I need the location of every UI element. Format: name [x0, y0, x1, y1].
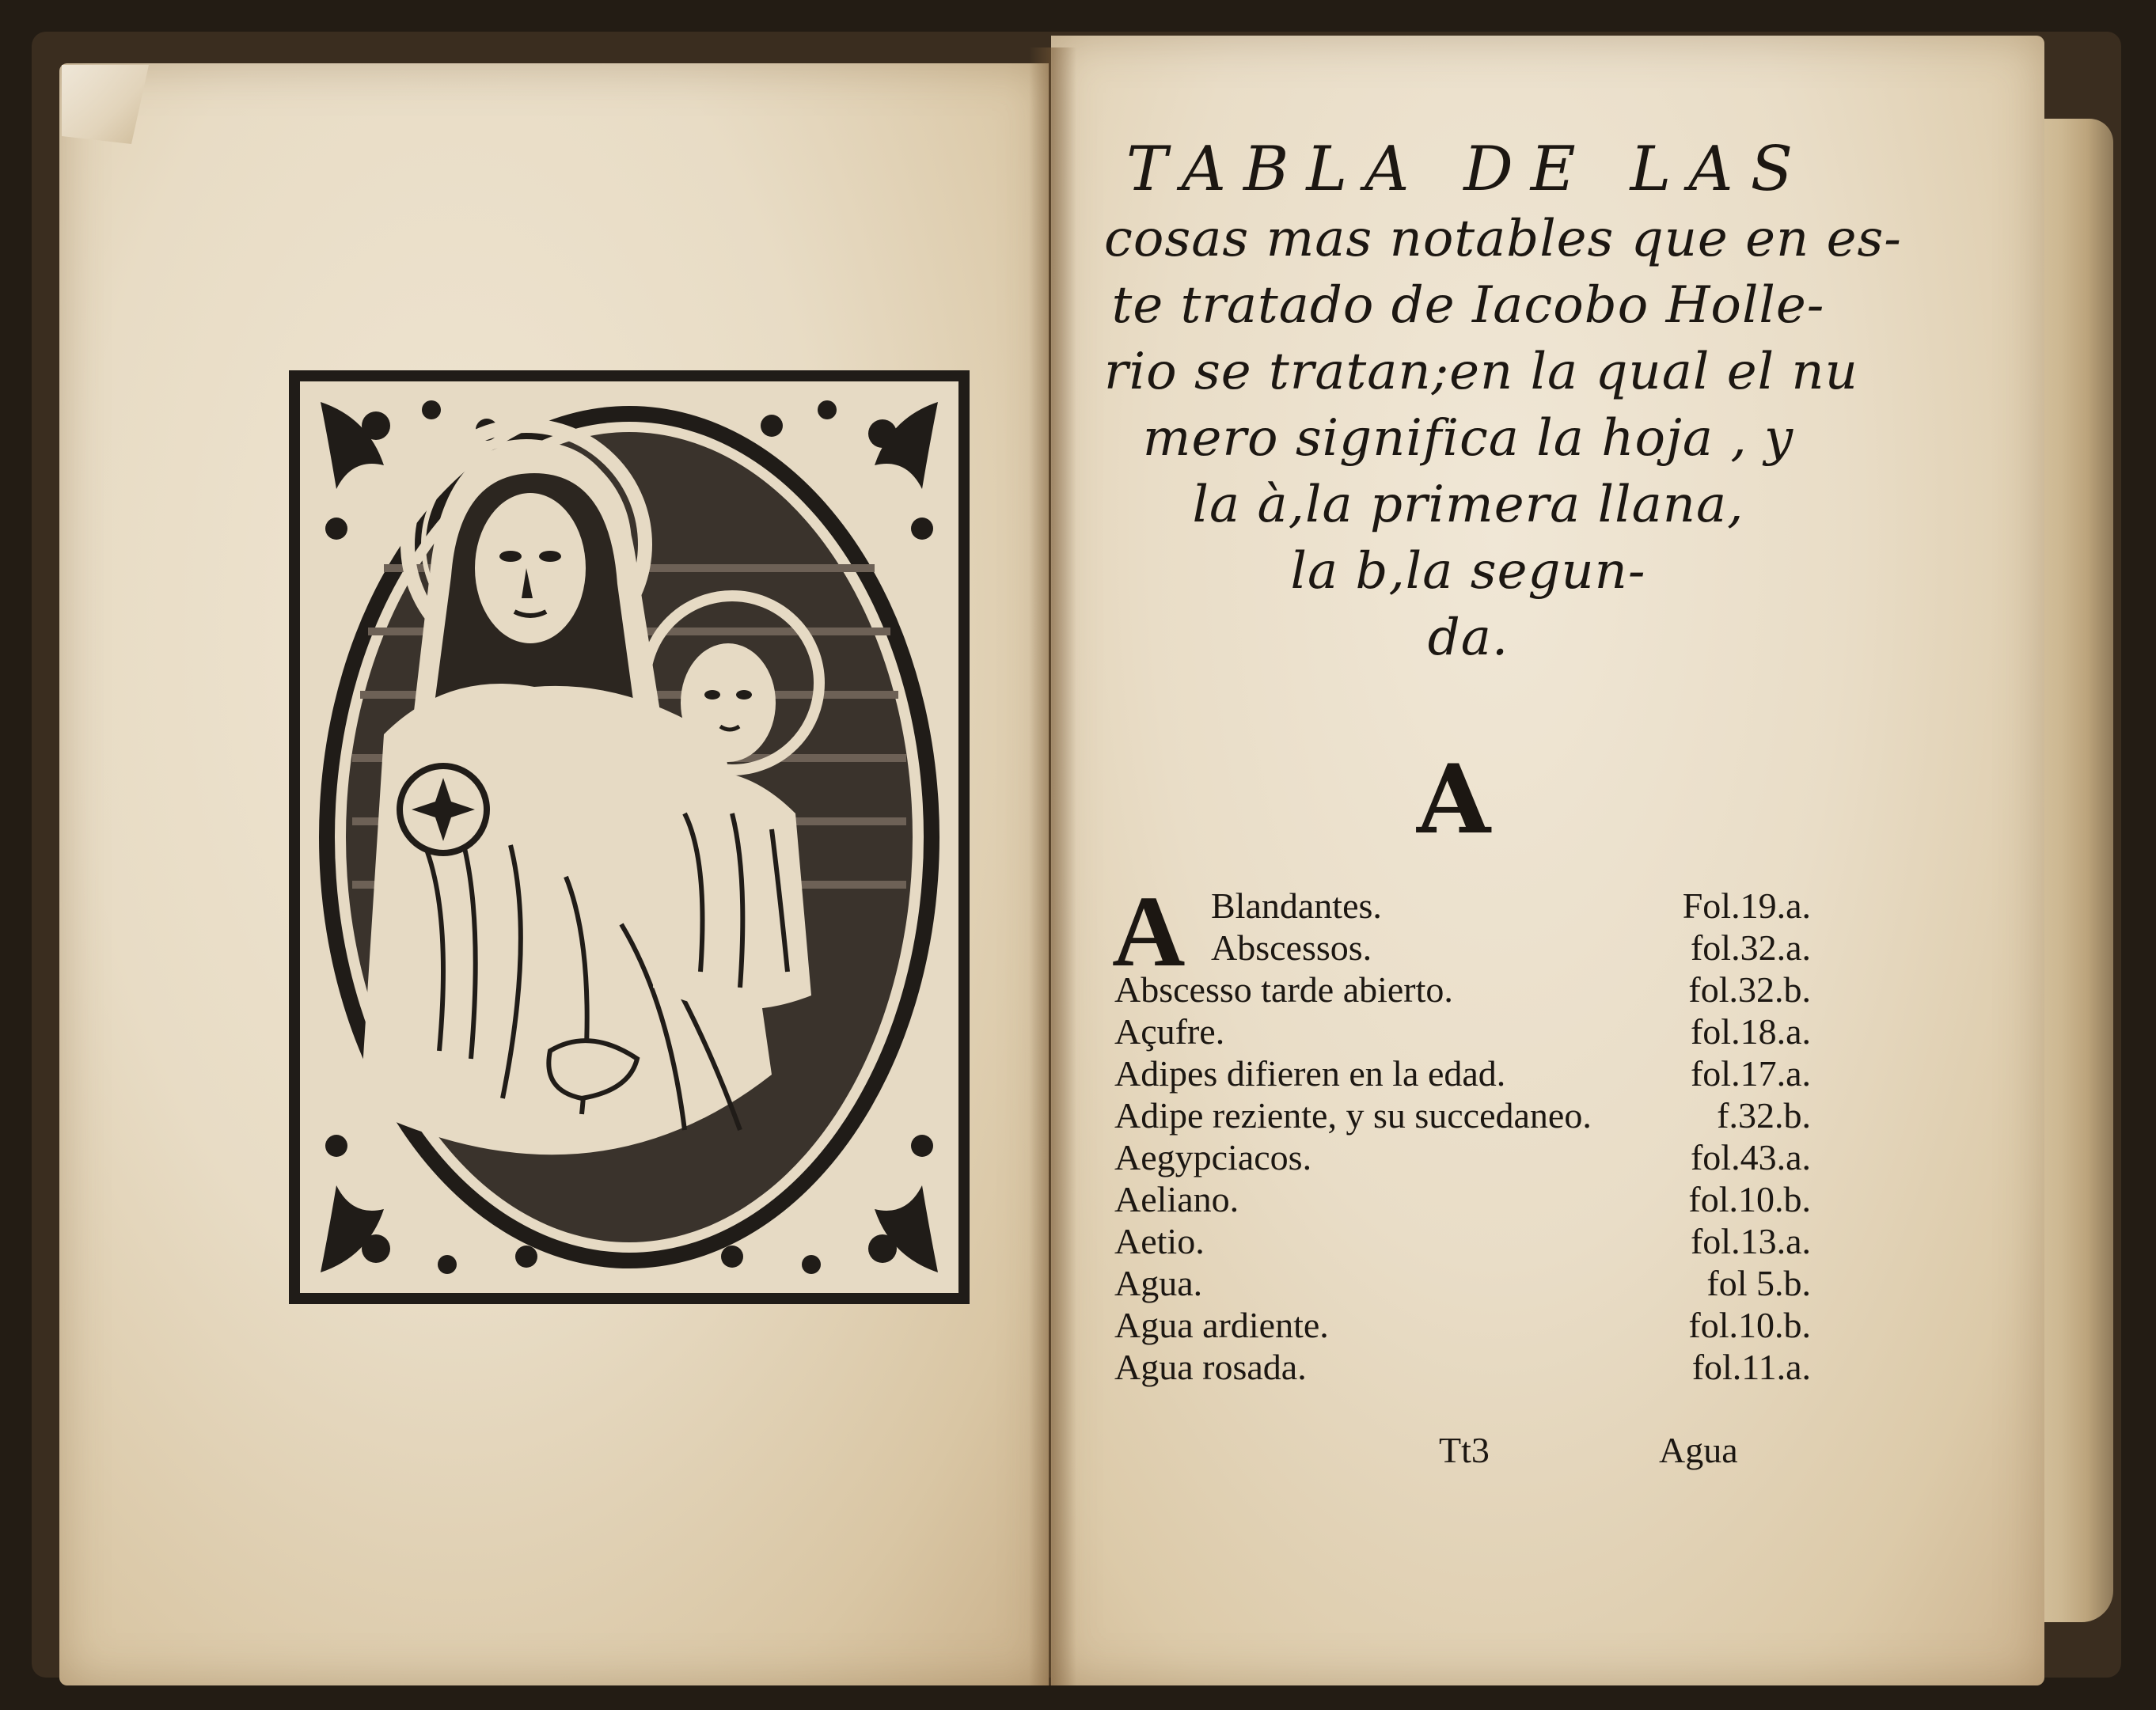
title-line: TABLA DE LAS — [1125, 134, 1811, 205]
index-entry — [1114, 1010, 1811, 1052]
index-term: Aeliano. — [1114, 1179, 1239, 1219]
madonna-and-child-woodcut-icon — [289, 370, 970, 1304]
index-entry — [1114, 1304, 1811, 1346]
title-line: mero significa la hoja , y — [1142, 409, 1794, 468]
index-folio: fol.18.a. — [1690, 1011, 1811, 1052]
index-entry — [1114, 1136, 1811, 1178]
index-folio: fol.43.a. — [1690, 1137, 1811, 1177]
book-gutter — [1029, 47, 1076, 1685]
index-folio: Fol.19.a. — [1682, 885, 1811, 926]
index-folio: fol.32.a. — [1690, 927, 1811, 968]
signature-mark: Tt3 — [1439, 1430, 1490, 1470]
index-list — [1112, 875, 1811, 1388]
table-title — [1104, 133, 1902, 671]
index-entry — [1114, 885, 1811, 927]
index-term: Agua rosada. — [1114, 1347, 1307, 1387]
index-folio: fol 5.b. — [1706, 1263, 1811, 1303]
title-line: te tratado de Iacobo Holle- — [1111, 276, 1825, 335]
index-entry — [1114, 1094, 1811, 1136]
section-letter-heading: A — [1417, 744, 1491, 855]
index-folio: fol.11.a. — [1691, 1347, 1811, 1387]
index-term: Aegypciacos. — [1114, 1137, 1312, 1177]
index-term: Abscesso tarde abierto. — [1114, 969, 1453, 1010]
index-term: Agua ardiente. — [1114, 1305, 1329, 1345]
index-term: Blandantes. — [1211, 885, 1382, 926]
index-entry — [1114, 1346, 1811, 1388]
index-term: Abscessos. — [1211, 927, 1372, 968]
index-folio: fol.17.a. — [1690, 1053, 1811, 1094]
title-line: la b,la segun- — [1290, 542, 1646, 601]
index-folio: fol.10.b. — [1688, 1179, 1811, 1219]
index-term: Açufre. — [1114, 1011, 1225, 1052]
index-folio: fol.10.b. — [1688, 1305, 1811, 1345]
title-line: da. — [1427, 609, 1509, 667]
index-folio: fol.13.a. — [1690, 1221, 1811, 1261]
index-entry — [1114, 1178, 1811, 1220]
index-term: Agua. — [1114, 1263, 1203, 1303]
title-line: la à,la primera llana, — [1192, 476, 1744, 534]
index-entry — [1114, 1052, 1811, 1094]
drop-cap-letter: A — [1112, 875, 1186, 988]
index-entry — [1114, 927, 1811, 969]
index-term: Adipe reziente, y su succedaneo. — [1114, 1095, 1592, 1136]
title-line: cosas mas notables que en es- — [1104, 210, 1902, 268]
index-entry — [1114, 1220, 1811, 1262]
index-folio: f.32.b. — [1717, 1095, 1811, 1136]
index-term: Adipes difieren en la edad. — [1114, 1053, 1506, 1094]
index-entry — [1114, 969, 1811, 1010]
index-entry — [1114, 1262, 1811, 1304]
index-folio: fol.32.b. — [1688, 969, 1811, 1010]
title-line: rio se tratan;en la qual el nu — [1104, 343, 1858, 401]
catchword: Agua — [1659, 1430, 1738, 1470]
index-term: Aetio. — [1114, 1221, 1205, 1261]
